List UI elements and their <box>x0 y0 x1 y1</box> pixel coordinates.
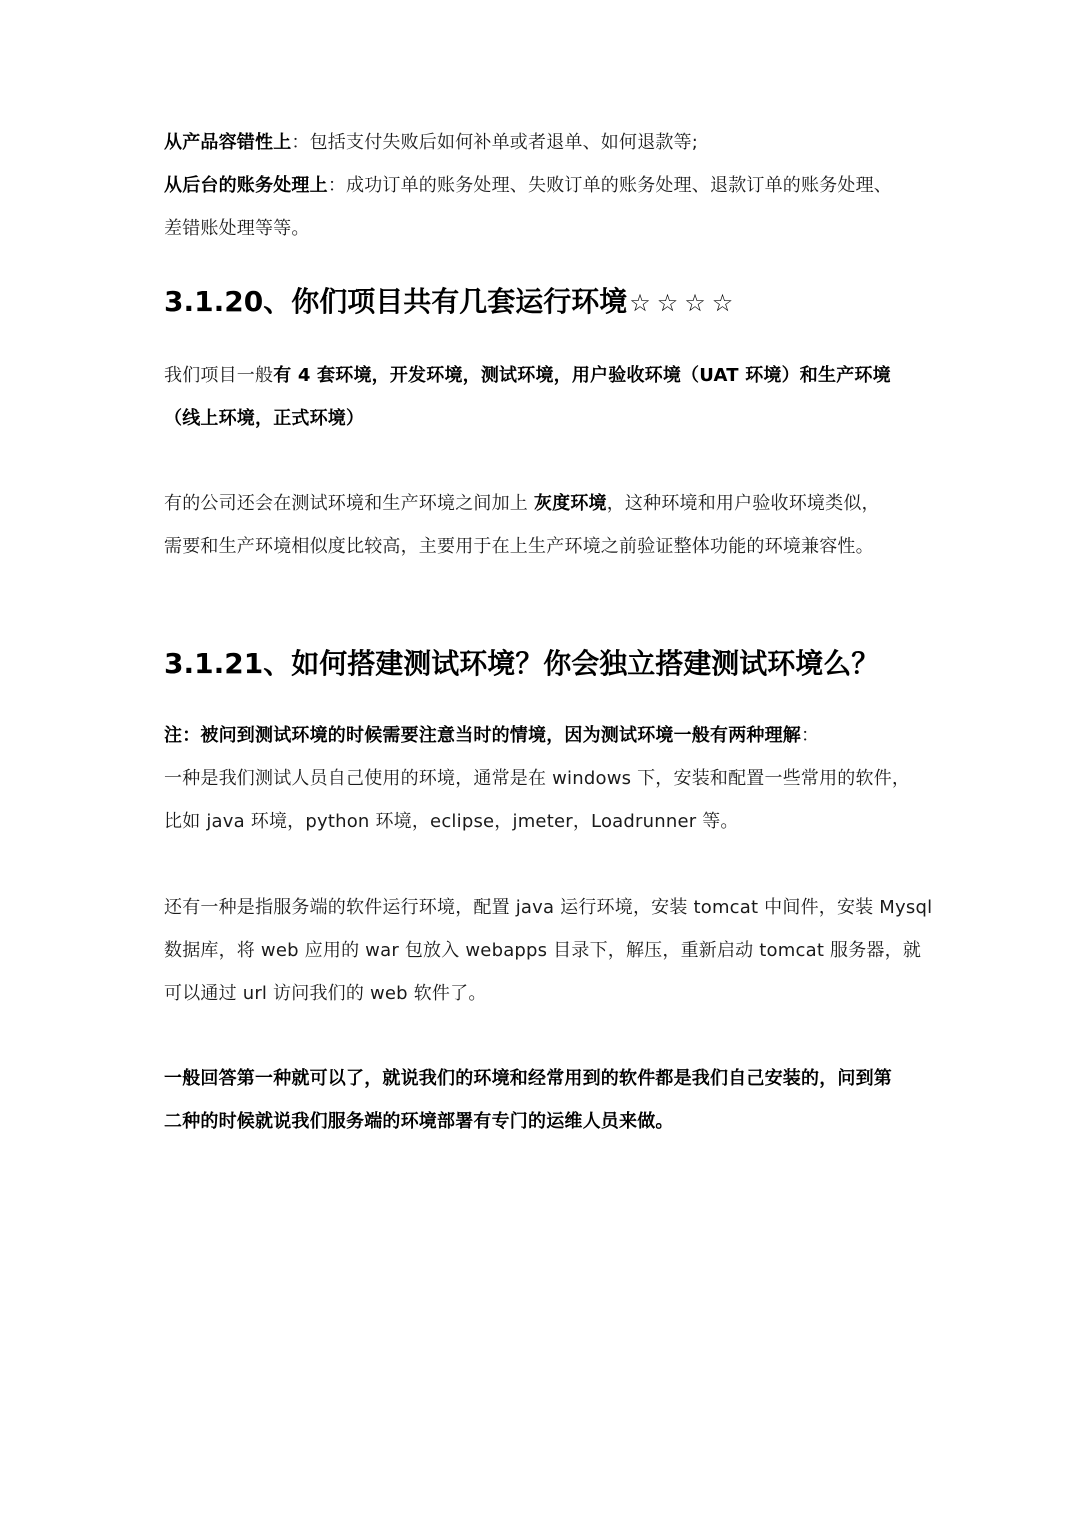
bold-text: 有 4 套环境，开发环境，测试环境，用户验收环境（UAT 环境）和生产环境 <box>273 365 891 386</box>
bold-text: 一般回答第一种就可以了，就说我们的环境和经常用到的软件都是我们自己安装的，问到第 <box>164 1068 892 1089</box>
text: 需要和生产环境相似度比较高，主要用于在上生产环境之前验证整体功能的环境兼容性。 <box>164 536 874 557</box>
text-line <box>164 174 892 198</box>
text-line <box>164 364 891 388</box>
bold-label: 从后台的账务处理上 <box>164 175 328 196</box>
text-line <box>164 896 932 920</box>
star-rating-icon: ☆☆☆☆ <box>629 289 740 317</box>
text: 我们项目一般 <box>164 365 274 386</box>
text: ： <box>801 725 820 746</box>
bold-label: 从产品容错性上 <box>164 132 292 153</box>
text-line <box>164 724 819 748</box>
text: 可以通过 url 访问我们的 web 软件了。 <box>164 983 487 1004</box>
heading-text: 3.1.21、如何搭建测试环境？你会独立搭建测试环境么？ <box>164 647 880 680</box>
text-line <box>164 492 880 516</box>
text-line <box>164 767 910 791</box>
text-line <box>164 1110 674 1134</box>
text-line <box>164 535 874 559</box>
text: 差错账处理等等。 <box>164 218 310 239</box>
heading-text: 3.1.20、你们项目共有几套运行环境 <box>164 285 628 318</box>
bold-text: 灰度环境 <box>533 493 607 514</box>
text-line <box>164 982 487 1006</box>
bold-text: 二种的时候就说我们服务端的环境部署有专门的运维人员来做。 <box>164 1111 674 1132</box>
text: 还有一种是指服务端的软件运行环境，配置 java 运行环境，安装 tomcat 中间件，安装 Mysql <box>164 897 933 918</box>
text-line <box>164 810 739 834</box>
text-line <box>164 939 921 963</box>
text: 有的公司还会在测试环境和生产环境之间加上 <box>164 493 534 514</box>
section-heading-3-1-20 <box>164 284 739 321</box>
text: 比如 java 环境，python 环境，eclipse，jmeter，Loadrunner 等。 <box>164 811 739 832</box>
text-line <box>164 217 310 241</box>
text: 数据库，将 web 应用的 war 包放入 webapps 目录下，解压，重新启动 tomcat 服务器，就 <box>164 940 922 961</box>
text-line <box>164 1067 892 1091</box>
section-heading-3-1-21 <box>164 646 879 682</box>
text: ：包括支付失败后如何补单或者退单、如何退款等; <box>291 132 699 153</box>
bold-text: 注：被问到测试环境的时候需要注意当时的情境，因为测试环境一般有两种理解 <box>164 725 801 746</box>
bold-text: （线上环境，正式环境） <box>164 408 365 429</box>
text: ：成功订单的账务处理、失败订单的账务处理、退款订单的账务处理、 <box>327 175 893 196</box>
text: 一种是我们测试人员自己使用的环境，通常是在 windows 下，安装和配置一些常用的软件， <box>164 768 911 789</box>
text: ，这种环境和用户验收环境类似， <box>606 493 880 514</box>
text-line <box>164 407 364 431</box>
text-line <box>164 131 698 155</box>
